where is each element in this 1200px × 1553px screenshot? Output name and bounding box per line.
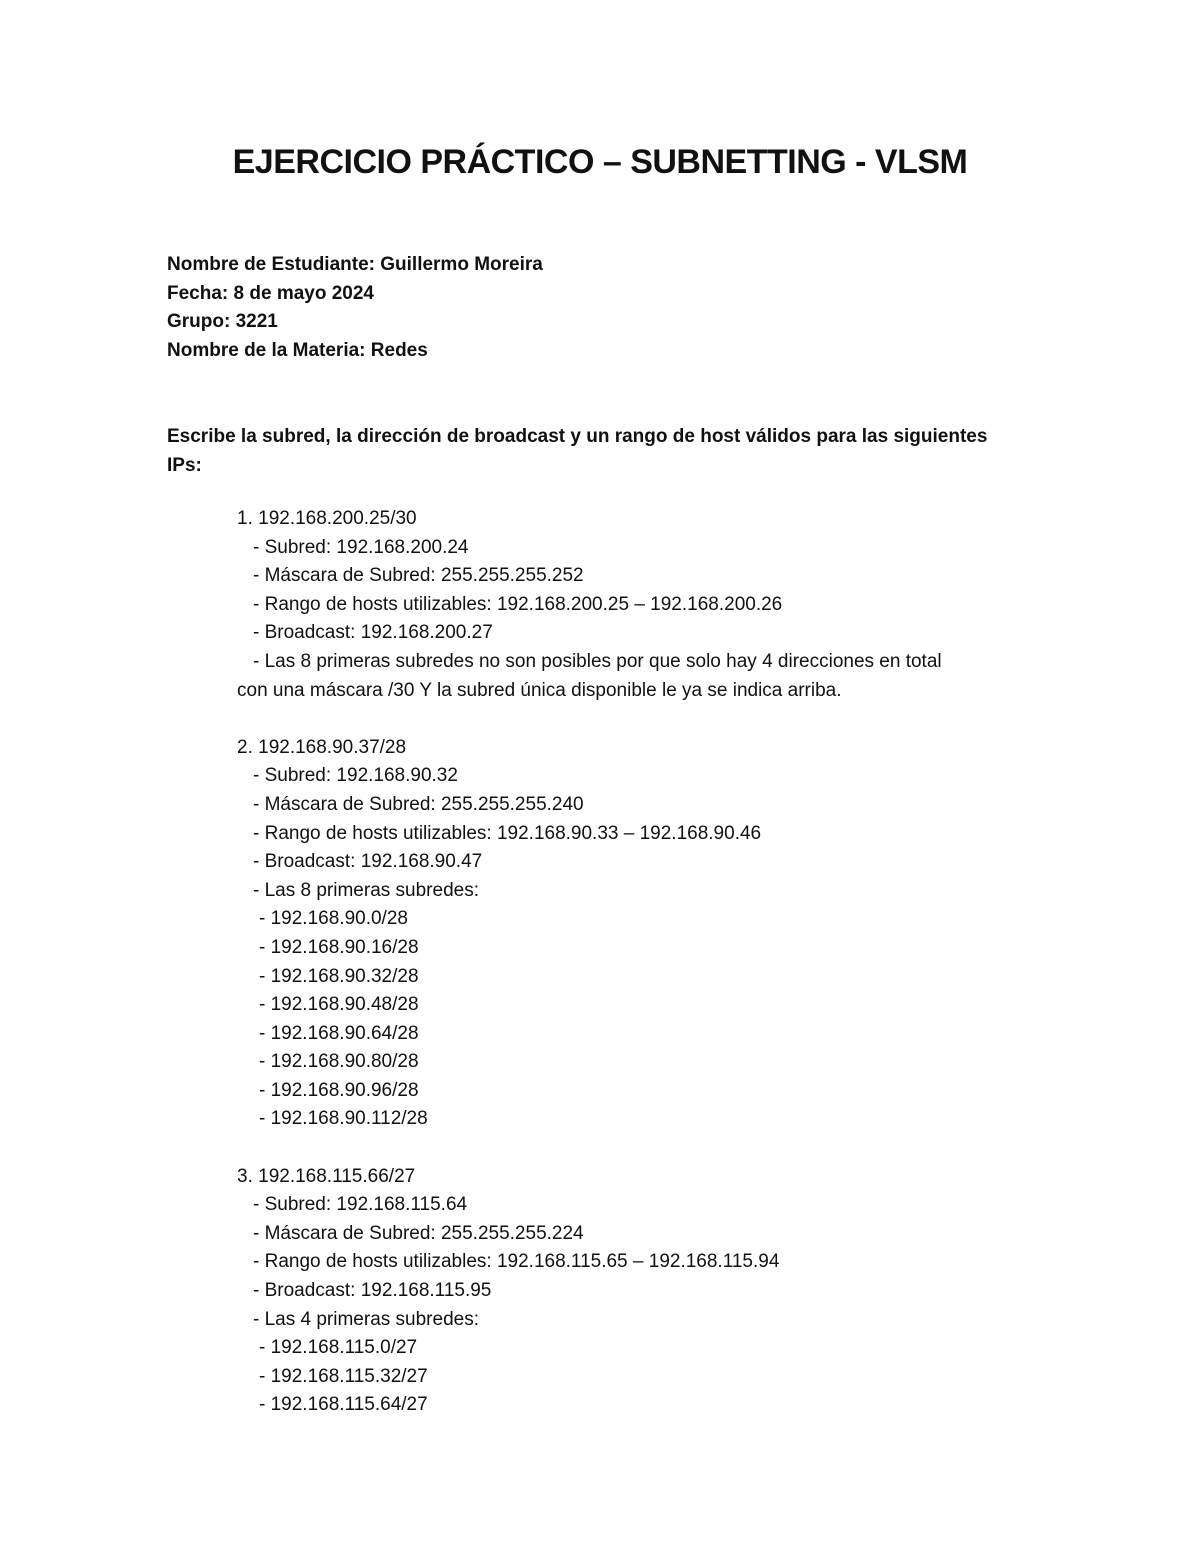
exercise-broadcast: - Broadcast: 192.168.115.95: [253, 1280, 492, 1302]
exercise-subnet: - Subred: 192.168.200.24: [253, 536, 469, 558]
exercise-host-range: - Rango de hosts utilizables: 192.168.200.25 – 192.168.200.26: [253, 593, 783, 615]
subnet-item: - 192.168.90.96/28: [259, 1079, 419, 1101]
exercise-mask: - Máscara de Subred: 255.255.255.224: [253, 1222, 584, 1244]
exercise-first-subnets-label: - Las 8 primeras subredes:: [253, 879, 479, 901]
exercise-ip: 2. 192.168.90.37/28: [237, 736, 407, 758]
exercise-mask: - Máscara de Subred: 255.255.255.240: [253, 793, 584, 815]
exercise-note-line2: con una máscara /30 Y la subred única disponible le ya se indica arriba.: [237, 679, 842, 701]
document-title: EJERCICIO PRÁCTICO – SUBNETTING - VLSM: [232, 143, 968, 181]
subnet-item: - 192.168.90.80/28: [259, 1051, 419, 1073]
subnet-item: - 192.168.115.64/27: [259, 1394, 428, 1416]
subnet-item: - 192.168.115.32/27: [259, 1365, 428, 1387]
subnet-item: - 192.168.90.0/28: [259, 908, 408, 930]
group: Grupo: 3221: [167, 311, 278, 332]
exercise-broadcast: - Broadcast: 192.168.200.27: [253, 622, 493, 644]
exercise-2: [237, 734, 1027, 1134]
student-name: Nombre de Estudiante: Guillermo Moreira: [167, 254, 543, 275]
exercise-first-subnets-label: - Las 4 primeras subredes:: [253, 1308, 479, 1330]
subnet-item: - 192.168.90.16/28: [259, 936, 419, 958]
subnet-item: - 192.168.90.112/28: [259, 1108, 428, 1130]
student-info: [167, 251, 543, 365]
date: Fecha: 8 de mayo 2024: [167, 282, 374, 304]
subnet-item: - 192.168.90.32/28: [259, 965, 419, 987]
exercise-subnet: - Subred: 192.168.115.64: [253, 1194, 468, 1216]
exercise-host-range: - Rango de hosts utilizables: 192.168.90.33 – 192.168.90.46: [253, 822, 762, 844]
subnet-item: - 192.168.115.0/27: [259, 1337, 418, 1359]
exercise-ip: 3. 192.168.115.66/27: [237, 1165, 416, 1187]
exercise-host-range: - Rango de hosts utilizables: 192.168.115.65 – 192.168.115.94: [253, 1251, 780, 1273]
instructions: Escribe la subred, la dirección de broadcast y un rango de host válidos para las siguientes IPs:: [167, 426, 988, 476]
exercise-subnet: - Subred: 192.168.90.32: [253, 765, 458, 787]
subnet-item: - 192.168.90.64/28: [259, 1022, 419, 1044]
exercise-note-line1: - Las 8 primeras subredes no son posibles por que solo hay 4 direcciones en total: [253, 650, 942, 672]
exercise-list: [237, 505, 1027, 1449]
subject-name: Nombre de la Materia: Redes: [167, 339, 428, 361]
exercise-1: [237, 505, 1027, 705]
exercise-broadcast: - Broadcast: 192.168.90.47: [253, 851, 483, 873]
exercise-3: [237, 1163, 1027, 1420]
exercise-ip: 1. 192.168.200.25/30: [237, 508, 417, 529]
subnet-item: - 192.168.90.48/28: [259, 994, 419, 1016]
exercise-mask: - Máscara de Subred: 255.255.255.252: [253, 565, 584, 587]
